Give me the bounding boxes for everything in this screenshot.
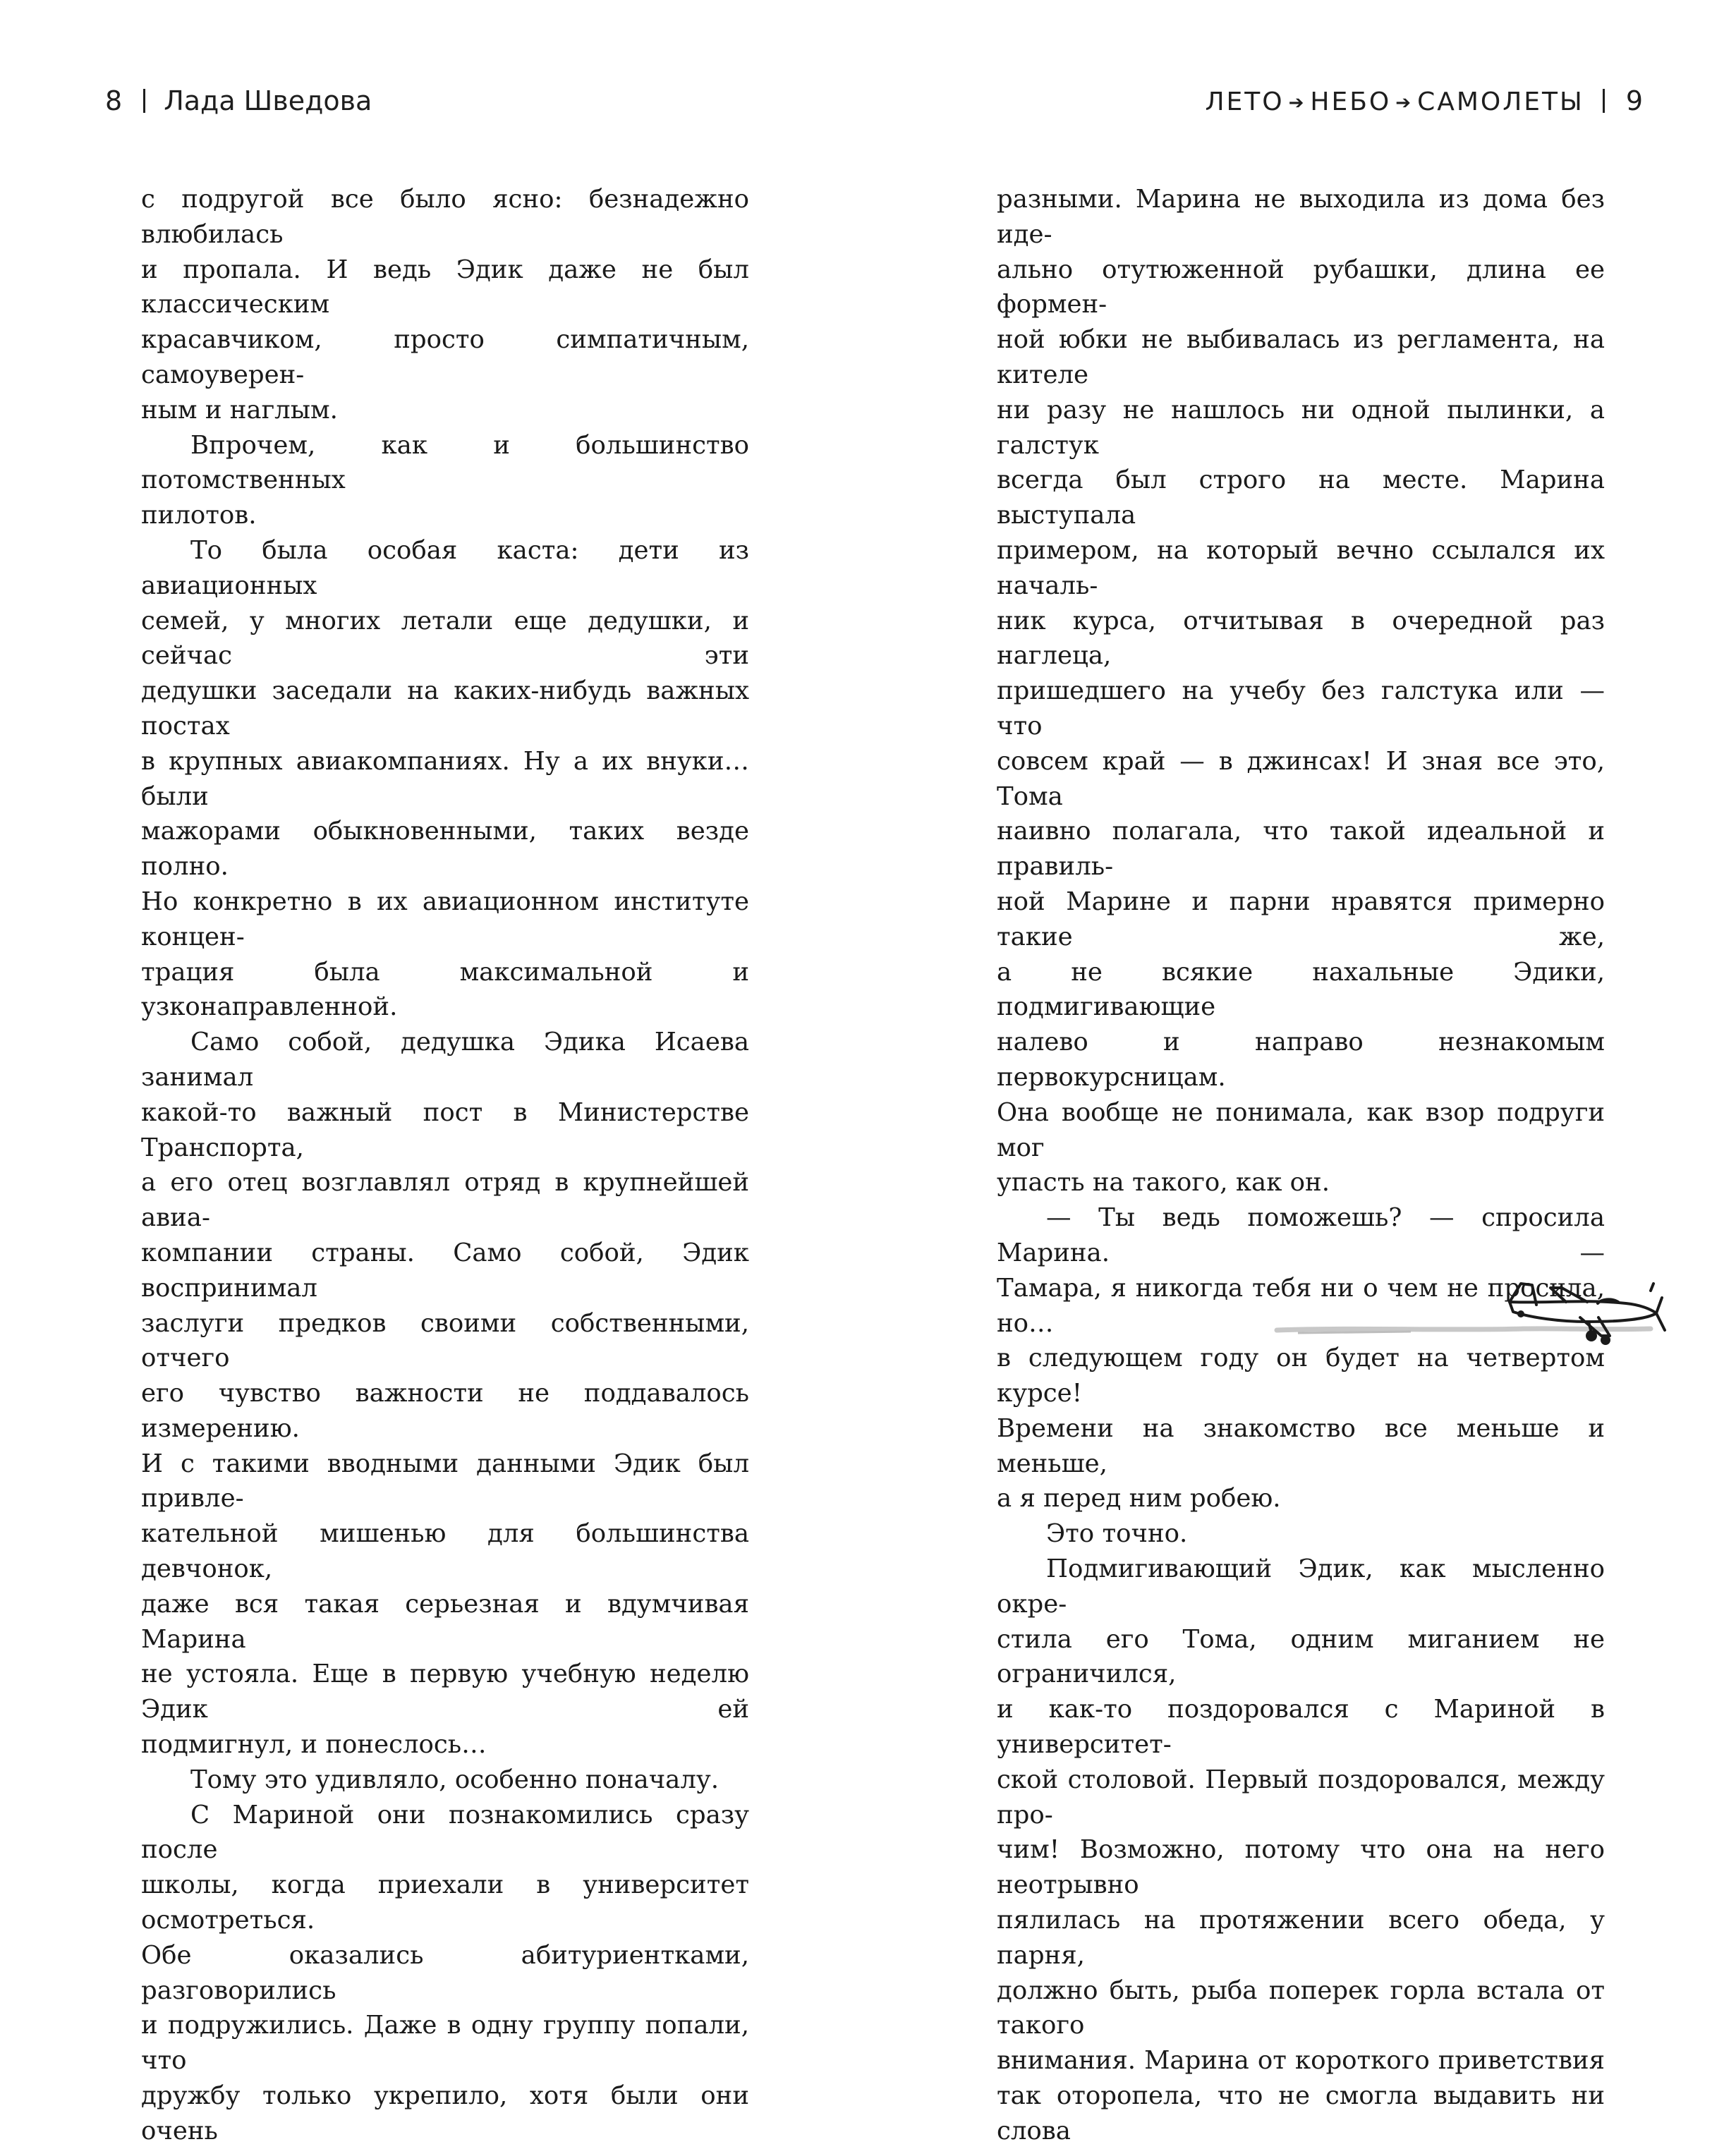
text-line: Обе оказались абитуриентками, разговорились (141, 1940, 749, 2005)
left-page-number: 8 (105, 85, 123, 116)
right-page-number: 9 (1625, 85, 1643, 116)
text-line: примером, на который вечно ссылался их началь- (997, 535, 1605, 600)
text-line: и как-то поздоровался с Мариной в университет- (997, 1695, 1605, 1760)
text-line: То была особая каста: дети из авиационных (141, 535, 749, 600)
text-line: Тому это удивляло, особенно поначалу. (190, 1765, 720, 1794)
text-line: дедушки заседали на каких-нибудь важных постах (141, 676, 749, 741)
wheel-icon (1586, 1330, 1597, 1341)
text-line: — Ты ведь поможешь? — спросила Марина. — (997, 1203, 1605, 1267)
text-line: всегда был строго на месте. Марина выступала (997, 465, 1605, 530)
header-separator (143, 89, 145, 113)
text-line: ник курса, отчитывая в очередной раз наглеца, (997, 606, 1605, 671)
text-line: стила его Тома, одним миганием не ограничился, (997, 1624, 1605, 1689)
text-line: Это точно. (1046, 1519, 1188, 1549)
text-line: Времени на знакомство все меньше и меньше, (997, 1413, 1605, 1478)
text-line: ной юбки не выбивалась из регламента, на кителе (997, 325, 1605, 389)
text-line: с подругой все было ясно: безнадежно влюбилась (141, 185, 749, 249)
text-line: дружбу только укрепило, хотя были они очень (141, 2081, 749, 2145)
text-line: совсем край — в джинсах! И зная все это, Тома (997, 746, 1605, 811)
text-line: какой-то важный пост в Министерстве Транспорта, (141, 1097, 749, 1162)
arrow-icon: ➔ (1288, 92, 1306, 114)
text-line: наивно полагала, что такой идеальной и правиль- (997, 817, 1605, 882)
text-line: даже вся такая серьезная и вдумчивая Марина (141, 1589, 749, 1654)
text-line: в крупных авиакомпаниях. Ну а их внуки… были (141, 746, 749, 811)
text-line: ской столовой. Первый поздоровался, между про- (997, 1765, 1605, 1830)
text-line: разными. Марина не выходила из дома без иде- (997, 185, 1605, 249)
title-word: САМОЛЕТЫ (1417, 87, 1584, 116)
text-line: внимания. Марина от короткого приветствия (997, 2046, 1605, 2076)
text-line: а его отец возглавлял отряд в крупнейшей авиа- (141, 1168, 749, 1233)
text-line: ной Марине и парни нравятся примерно такие же, (997, 887, 1605, 951)
right-page-text (997, 182, 1605, 2149)
text-line: Тамара, я никогда тебя ни о чем не просила, но… (997, 1273, 1605, 1338)
text-line: и пропала. И ведь Эдик даже не был классическим (141, 255, 749, 319)
text-line: в следующем году он будет на четвертом курсе! (997, 1344, 1605, 1408)
text-line: школы, когда приехали в университет осмотреться. (141, 1870, 749, 1935)
text-line: упасть на такого, как он. (997, 1168, 1330, 1198)
airplane-illustration (1270, 1262, 1693, 1382)
text-line: ни разу не нашлось ни одной пылинки, а галстук (997, 395, 1605, 460)
text-line: трация была максимальной и узконаправленной. (141, 957, 749, 1022)
header-separator (1603, 89, 1605, 113)
text-line: а я перед ним робею. (997, 1484, 1281, 1514)
text-line: красавчиком, просто симпатичным, самоуверен- (141, 325, 749, 389)
text-line: а не всякие нахальные Эдики, подмигивающие (997, 957, 1605, 1022)
text-line: заслуги предков своими собственными, отчего (141, 1308, 749, 1373)
text-line: пилотов. (141, 501, 257, 530)
text-line: чим! Возможно, потому что она на него неотрывно (997, 1835, 1605, 1900)
text-line: не устояла. Еще в первую учебную неделю Эдик ей (141, 1660, 749, 1724)
text-line: компании страны. Само собой, Эдик воспринимал (141, 1238, 749, 1303)
text-line: должно быть, рыба поперек горла встала от такого (997, 1976, 1605, 2040)
text-line: пялилась на протяжении всего обеда, у парня, (997, 1906, 1605, 1970)
text-line: Впрочем, как и большинство потомственных (141, 430, 749, 495)
text-line: С Мариной они познакомились сразу после (141, 1800, 749, 1865)
text-line: Подмигивающий Эдик, как мысленно окре- (997, 1554, 1605, 1619)
text-line: ально отутюженной рубашки, длина ее формен- (997, 255, 1605, 319)
title-word: НЕБО (1310, 87, 1392, 116)
author-name: Лада Шведова (164, 85, 372, 116)
text-line: его чувство важности не поддавалось измерению. (141, 1379, 749, 1443)
right-page-header (1205, 83, 1646, 121)
arrow-icon: ➔ (1395, 92, 1414, 114)
text-line: кательной мишенью для большинства девчонок, (141, 1519, 749, 1584)
text-line: семей, у многих летали еще дедушки, и сейчас эти (141, 606, 749, 671)
text-line: налево и направо незнакомым первокурсницам. (997, 1028, 1605, 1092)
text-line: и подружились. Даже в одну группу попали, что (141, 2011, 749, 2076)
text-line: так оторопела, что не смогла выдавить ни слова (997, 2081, 1605, 2145)
text-line: Само собой, дедушка Эдика Исаева занимал (141, 1028, 749, 1092)
book-title (1205, 87, 1584, 116)
text-line: Она вообще не понимала, как взор подруги мог (997, 1097, 1605, 1162)
wheel-icon (1517, 1310, 1524, 1317)
text-line: И с такими вводными данными Эдик был привле- (141, 1449, 749, 1514)
left-page-header (102, 83, 372, 118)
text-line: подмигнул, и понеслось… (141, 1730, 487, 1760)
text-line: Но конкретно в их авиационном институте концен- (141, 887, 749, 951)
text-line: ным и наглым. (141, 395, 338, 425)
left-page-text (141, 182, 749, 2149)
text-line: мажорами обыкновенными, таких везде полно. (141, 817, 749, 882)
title-word: ЛЕТО (1205, 87, 1285, 116)
text-line: пришедшего на учебу без галстука или — что (997, 676, 1605, 741)
wheel-icon (1601, 1335, 1610, 1345)
